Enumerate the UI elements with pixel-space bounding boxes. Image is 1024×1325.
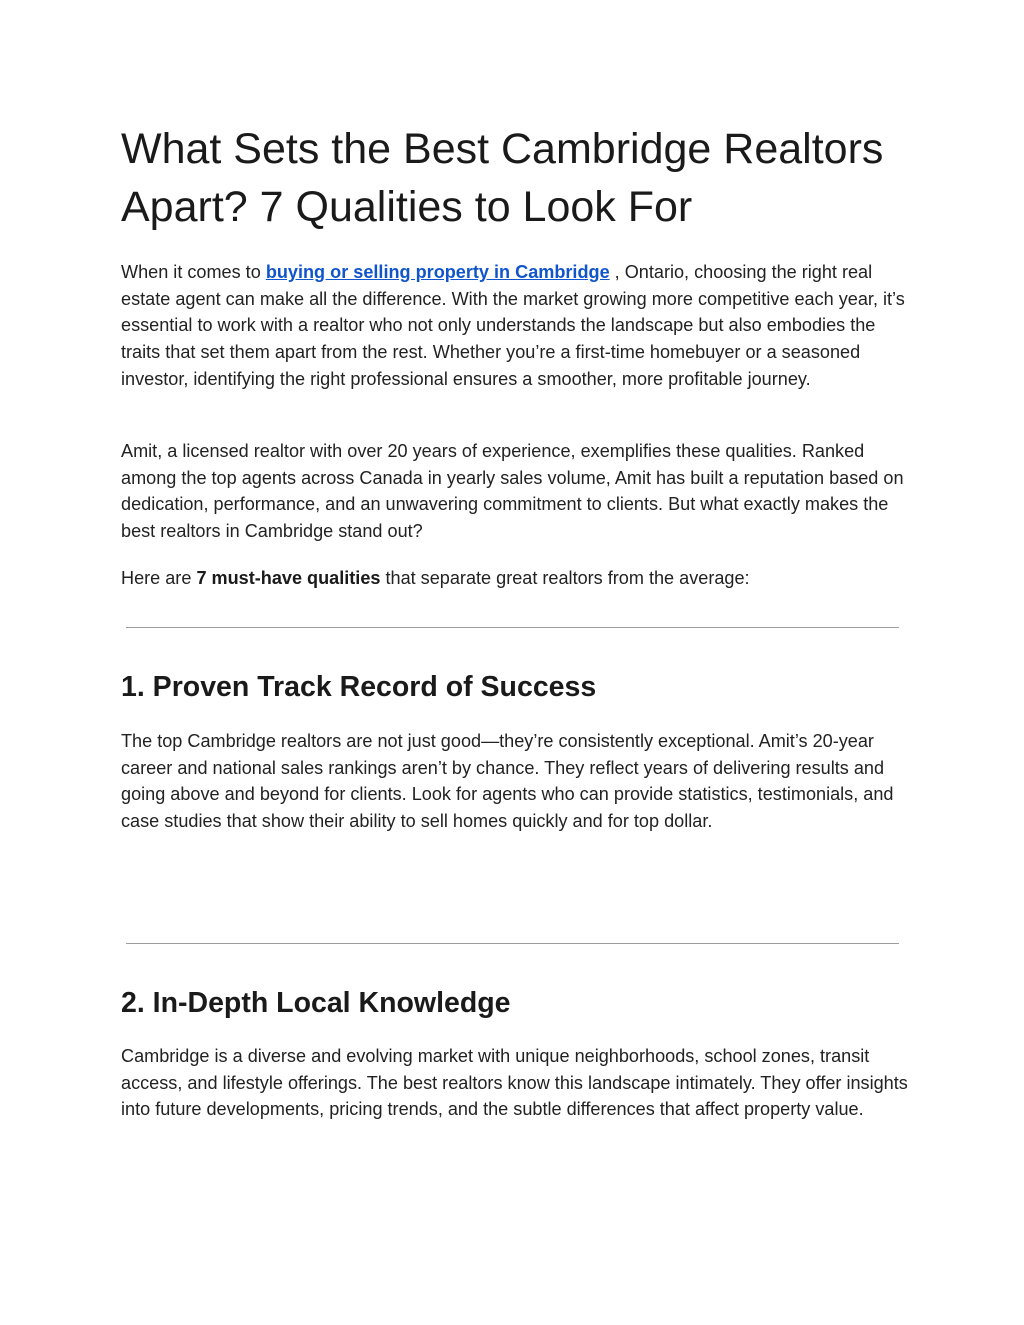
intro-lead: When it comes to (121, 262, 266, 282)
qualities-rest: that separate great realtors from the average: (380, 568, 750, 588)
section-body-1: The top Cambridge realtors are not just good—they’re consistently exceptional. Amit’s 20-year career and national sales rankings aren’t by chance. They reflect years of delivering results and going above and beyond for clients. Look for agents who can provide statistics, testimonials, and case studies that show their ability to sell homes quickly and for top dollar. (121, 731, 894, 832)
buying-selling-property-link[interactable]: buying or selling property in Cambridge (265, 262, 610, 282)
amit-paragraph: Amit, a licensed realtor with over 20 years of experience, exemplifies these qualities. Ranked among the top agents across Canada in yearly sales volume, Amit has built a reputation based on dedication, performance, and an unwavering commitment to clients. But what exactly makes the best realtors in Cambridge stand out? (121, 441, 904, 542)
section-heading-1: 1. Proven Track Record of Success (121, 671, 597, 703)
qualities-lead: Here are (121, 568, 197, 588)
horizontal-divider (126, 943, 899, 944)
intro-rest: , Ontario, choosing the right real estate agent can make all the difference. With the market growing more competitive each year, it’s essential to work with a realtor who not only understands the landscape but also embodies the traits that set them apart from the rest. Whether you’re a first-time homebuyer or a seasoned investor, identifying the right professional ensures a smoother, more profitable journey. (121, 262, 905, 389)
section-body-2: Cambridge is a diverse and evolving market with unique neighborhoods, school zones, transit access, and lifestyle offerings. The best realtors know this landscape intimately. They offer insights into future developments, pricing trends, and the subtle differences that affect property value. (121, 1046, 908, 1120)
page-title: What Sets the Best Cambridge Realtors Apart? 7 Qualities to Look For (121, 125, 884, 231)
intro-paragraph (121, 259, 911, 393)
horizontal-divider (126, 627, 899, 628)
qualities-bold: 7 must-have qualities (196, 568, 381, 588)
section-heading-2: 2. In-Depth Local Knowledge (121, 987, 511, 1019)
qualities-intro-paragraph (121, 565, 911, 592)
